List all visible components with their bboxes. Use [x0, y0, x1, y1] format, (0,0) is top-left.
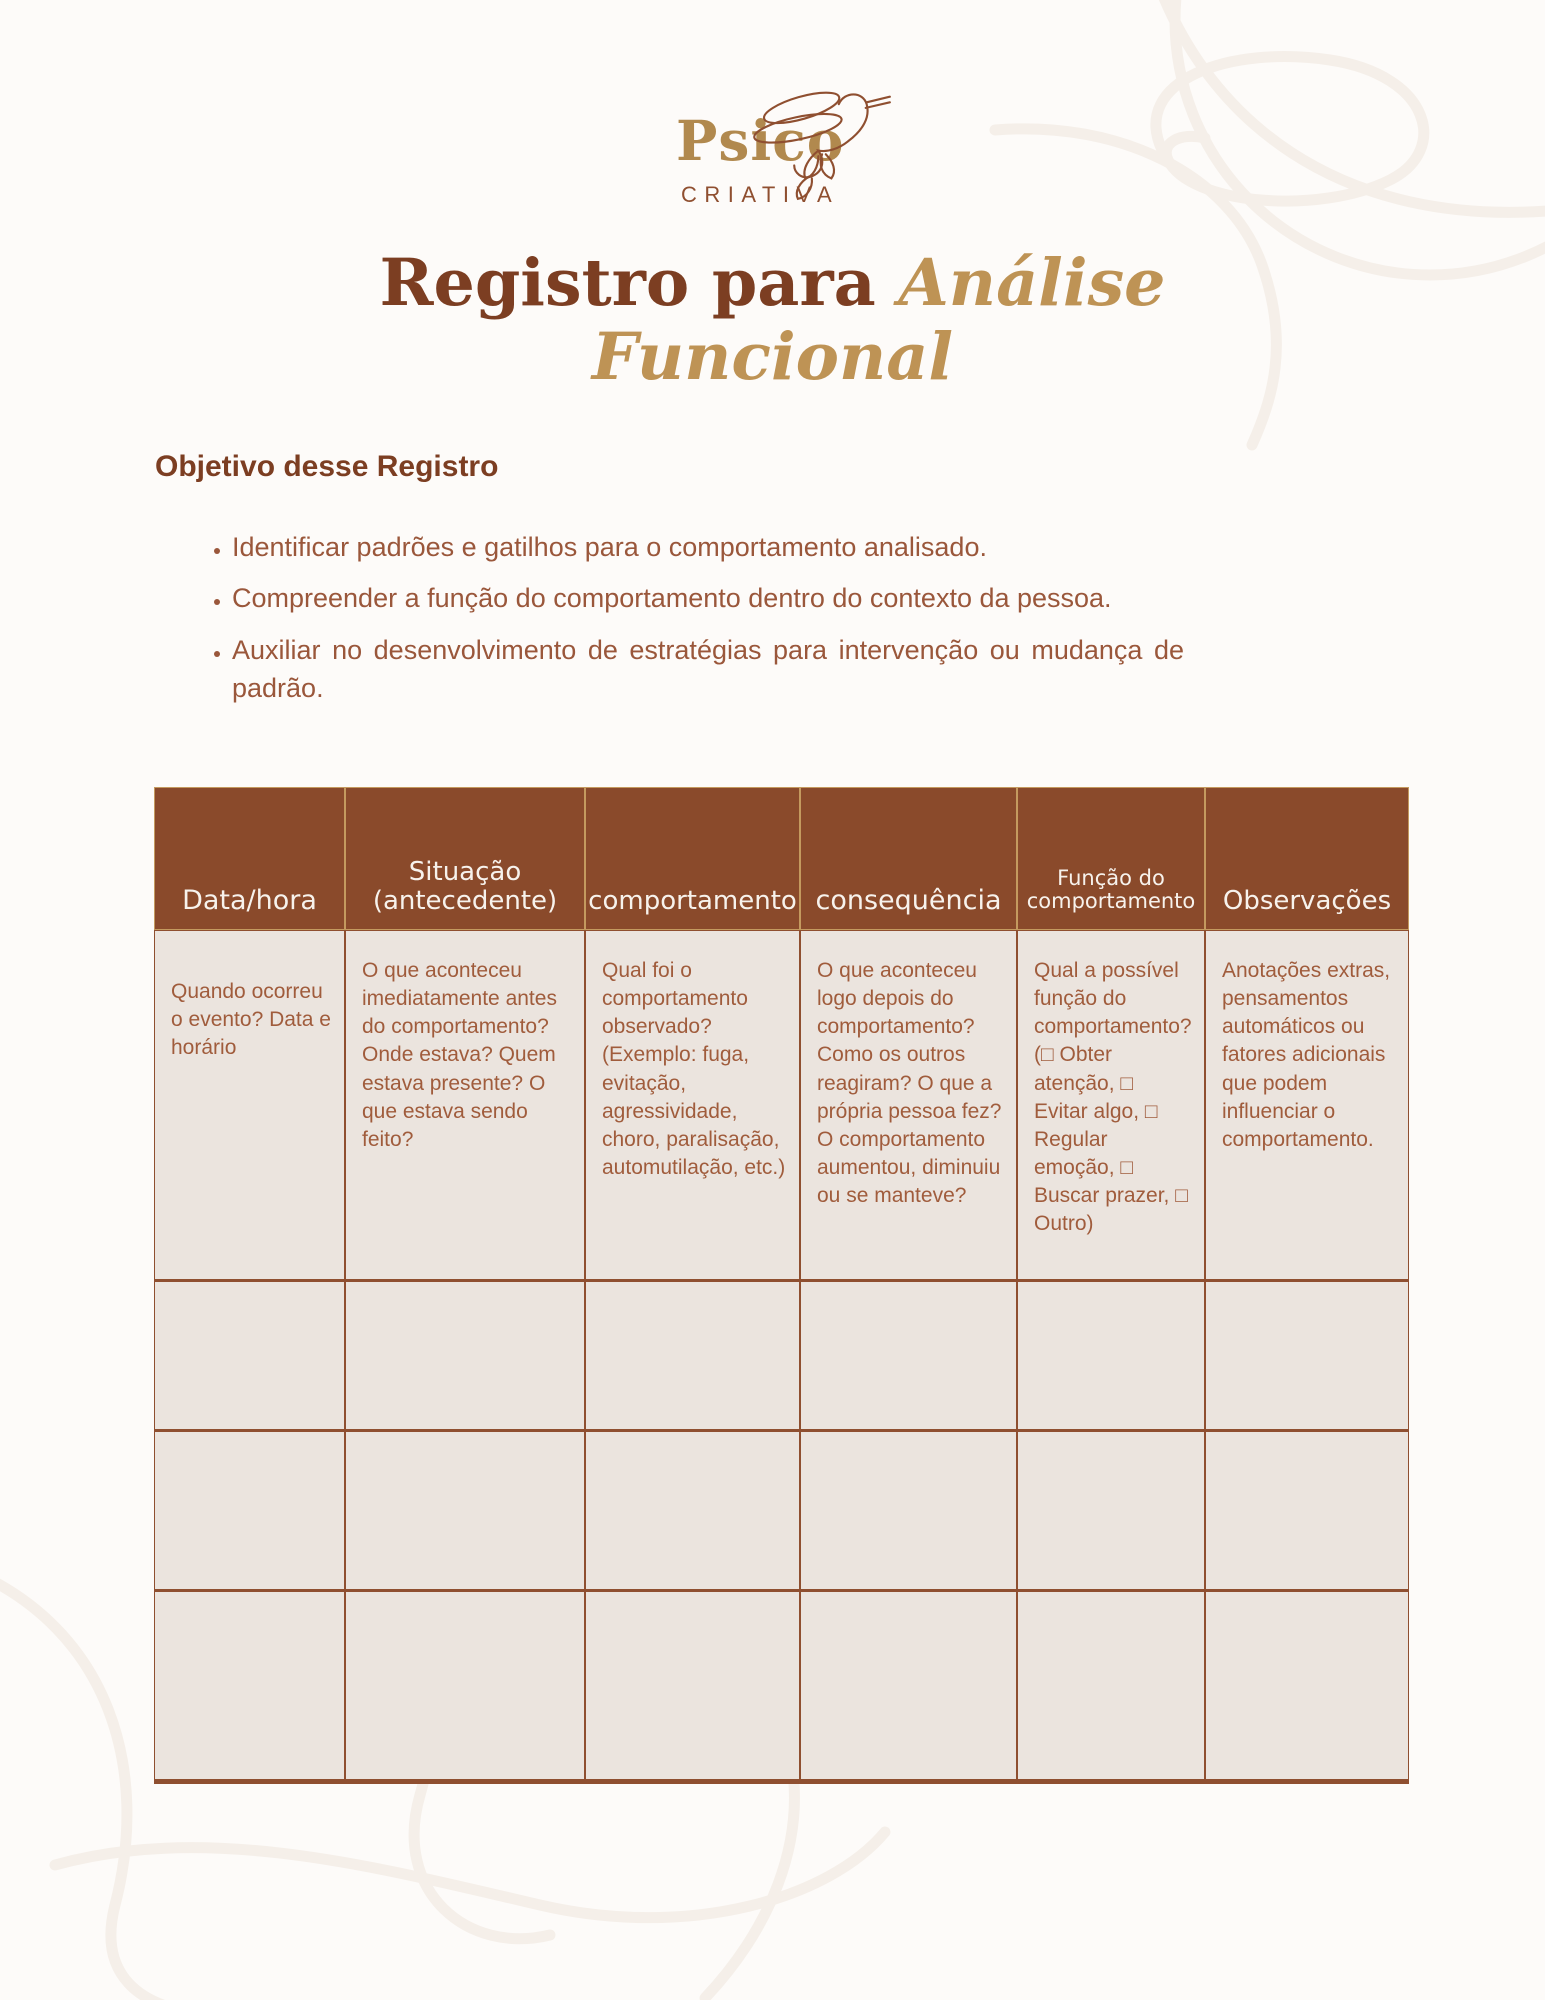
- column-header-6: [1205, 787, 1409, 930]
- column-description-cell: O que aconteceu imediatamente antes do comportamento? Onde estava? Quem estava presente? O que estava sendo feito?: [345, 930, 585, 1280]
- page-title-line1: [0, 246, 1545, 320]
- table-empty-row: [154, 1590, 1409, 1780]
- column-description-cell: Anotações extras, pensamentos automáticos ou fatores adicionais que podem influenciar o comportamento.: [1205, 930, 1409, 1280]
- table-empty-cell: [345, 1280, 585, 1430]
- functional-analysis-table: [154, 787, 1409, 1784]
- table-empty-cell: [345, 1590, 585, 1780]
- table-empty-cell: [345, 1430, 585, 1590]
- column-header-label: consequência: [815, 884, 1002, 916]
- table-empty-cell: [585, 1280, 800, 1430]
- column-description-cell: Quando ocorreu o evento? Data e horário: [154, 930, 345, 1280]
- table-description-row: [154, 930, 1409, 1280]
- table-empty-cell: [1205, 1590, 1409, 1780]
- table-empty-cell: [154, 1430, 345, 1590]
- title-emphasis: Análise: [898, 245, 1166, 321]
- column-header-5: [1017, 787, 1205, 930]
- column-header-label: Função do comportamento: [1026, 865, 1196, 914]
- column-header-label: Data/hora: [182, 884, 317, 916]
- table-empty-cell: [1205, 1280, 1409, 1430]
- objective-bullet: • Identificar padrões e gatilhos para o comportamento analisado.: [232, 528, 1184, 566]
- table-empty-cell: [1017, 1430, 1205, 1590]
- table-empty-row: [154, 1280, 1409, 1430]
- column-header-4: [800, 787, 1017, 930]
- page-title: [0, 246, 1545, 394]
- objective-heading: Objetivo desse Registro: [155, 450, 499, 483]
- table-empty-cell: [585, 1590, 800, 1780]
- table-empty-cell: [1017, 1590, 1205, 1780]
- table-empty-cell: [800, 1590, 1017, 1780]
- column-header-label: comportamento: [588, 885, 797, 916]
- logo-subtitle: CRIATIVA: [681, 182, 840, 207]
- table-empty-cell: [800, 1280, 1017, 1430]
- objective-bullet: • Compreender a função do comportamento dentro do contexto da pessoa.: [232, 579, 1184, 617]
- column-header-label: Observações: [1222, 885, 1392, 916]
- table-empty-cell: [154, 1280, 345, 1430]
- column-header-3: [585, 787, 800, 930]
- title-line2: Funcional: [591, 319, 954, 396]
- column-header-2: [345, 787, 585, 930]
- column-description-cell: Qual a possível função do comportamento? (□ Obter atenção, □ Evitar algo, □ Regular emoção, □ Buscar prazer, □ Outro): [1017, 930, 1205, 1280]
- table-header-row: [154, 787, 1409, 930]
- table-empty-cell: [585, 1430, 800, 1590]
- column-description-cell: Qual foi o comportamento observado? (Exemplo: fuga, evitação, agressividade, choro, paralisação, automutilação, etc.): [585, 930, 800, 1280]
- objective-bullet: • Auxiliar no desenvolvimento de estratégias para intervenção ou mudança de padrão.: [232, 631, 1184, 708]
- table-empty-cell: [800, 1430, 1017, 1590]
- table-empty-row: [154, 1430, 1409, 1590]
- logo-wordmark: Psico: [676, 108, 845, 173]
- column-header-label: Situação (antecedente): [372, 856, 558, 916]
- objective-bullets: [198, 528, 1184, 720]
- column-header-1: [154, 787, 345, 930]
- title-prefix: Registro para: [379, 245, 899, 321]
- table-empty-cell: [154, 1590, 345, 1780]
- table-empty-cell: [1205, 1430, 1409, 1590]
- table-empty-cell: [1017, 1280, 1205, 1430]
- column-description-cell: O que aconteceu logo depois do comportamento? Como os outros reagiram? O que a própria pessoa fez? O comportamento aumentou, diminuiu ou se manteve?: [800, 930, 1017, 1280]
